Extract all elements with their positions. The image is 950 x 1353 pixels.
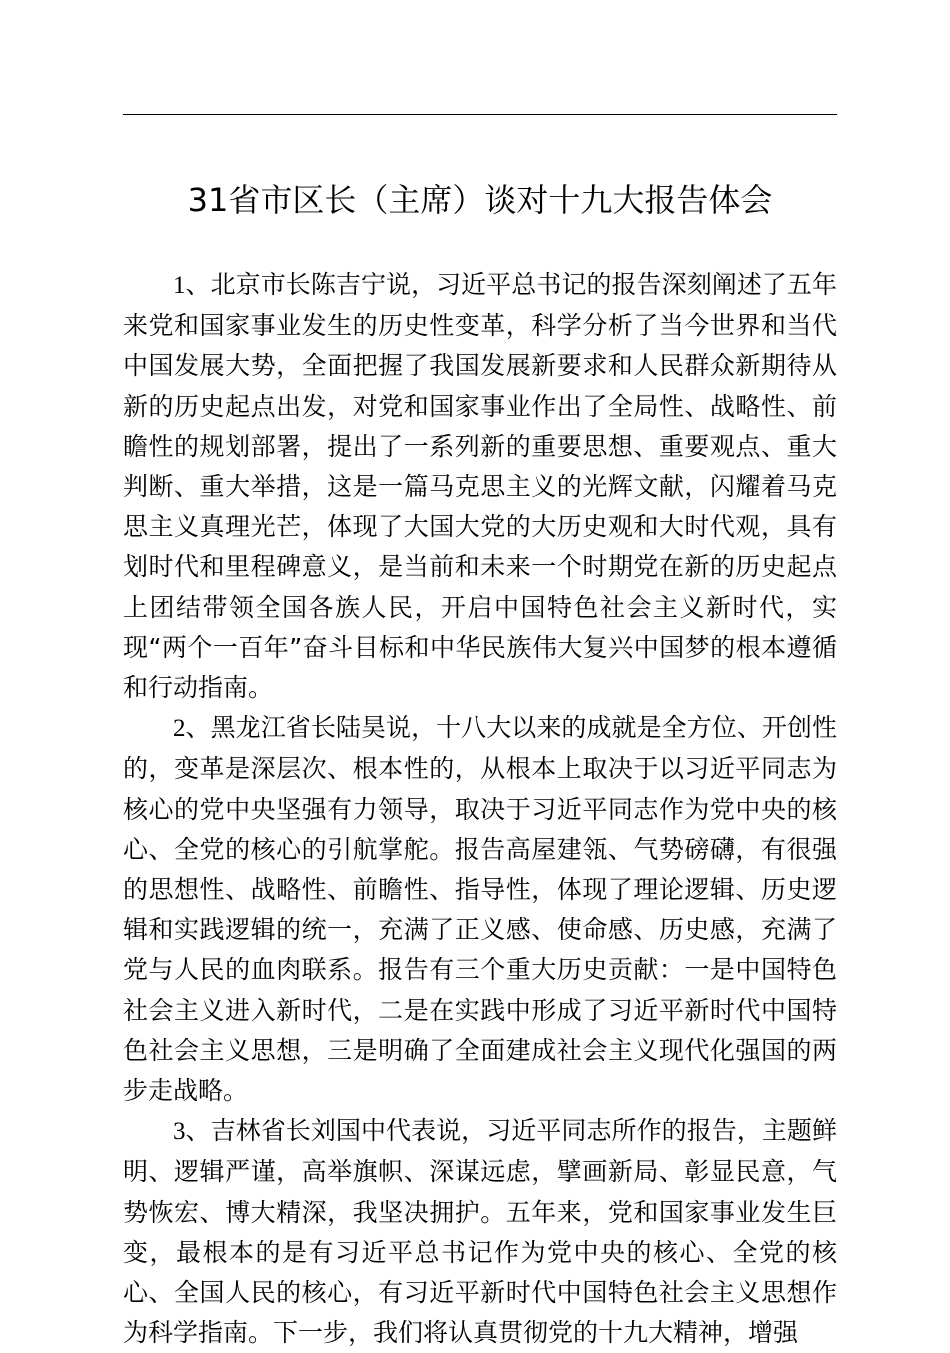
paragraph-2 [123, 708, 837, 1111]
header-rule [123, 114, 837, 115]
paragraph-number: 3 [173, 1118, 186, 1146]
document-body [123, 265, 837, 1353]
paragraph-text: 、吉林省长刘国中代表说，习近平同志所作的报告，主题鲜明、逻辑严谨，高举旗帜、深谋远虑，擘画新局、彰显民意，气势恢宏、博大精深，我坚决拥护。五年来，党和国家事业发生巨变，最根本的是有习近平总书记作为党中央的核心、全党的核心、全国人民的核心，有习近平新时代中国特色社会主义思想作为科学指南。下一步，我们将认真贯彻党的十九大精神，增强 [123, 1116, 837, 1348]
document-title: 31省市区长（主席）谈对十九大报告体会 [187, 181, 773, 219]
paragraph-number: 2 [173, 715, 186, 743]
paragraph-number: 1 [173, 272, 186, 299]
paragraph-3 [123, 1111, 837, 1353]
paragraph-text: 、北京市长陈吉宁说，习近平总书记的报告深刻阐述了五年来党和国家事业发生的历史性变革，科学分析了当今世界和当代中国发展大势，全面把握了我国发展新要求和人民群众新期待从新的历史起点出发，对党和国家事业作出了全局性、战略性、前瞻性的规划部署，提出了一系列新的重要思想、重要观点、重大判断、重大举措，这是一篇马克思主义的光辉文献，闪耀着马克思主义真理光芒，体现了大国大党的大历史观和大时代观，具有划时代和里程碑意义，是当前和未来一个时期党在新的历史起点上团结带领全国各族人民，开启中国特色社会主义新时代，实现“两个一百年”奋斗目标和中华民族伟大复兴中国梦的根本遵循和行动指南。 [123, 270, 837, 703]
paragraph-text: 、黑龙江省长陆昊说，十八大以来的成就是全方位、开创性的，变革是深层次、根本性的，从根本上取决于以习近平同志为核心的党中央坚强有力领导，取决于习近平同志作为党中央的核心、全党的核心的引航掌舵。报告高屋建瓴、气势磅礴，有很强的思想性、战略性、前瞻性、指导性，体现了理论逻辑、历史逻辑和实践逻辑的统一，充满了正义感、使命感、历史感，充满了党与人民的血肉联系。报告有三个重大历史贡献：一是中国特色社会主义进入新时代，二是在实践中形成了习近平新时代中国特色社会主义思想，三是明确了全面建成社会主义现代化强国的两步走战略。 [123, 713, 837, 1106]
paragraph-1 [123, 265, 837, 708]
